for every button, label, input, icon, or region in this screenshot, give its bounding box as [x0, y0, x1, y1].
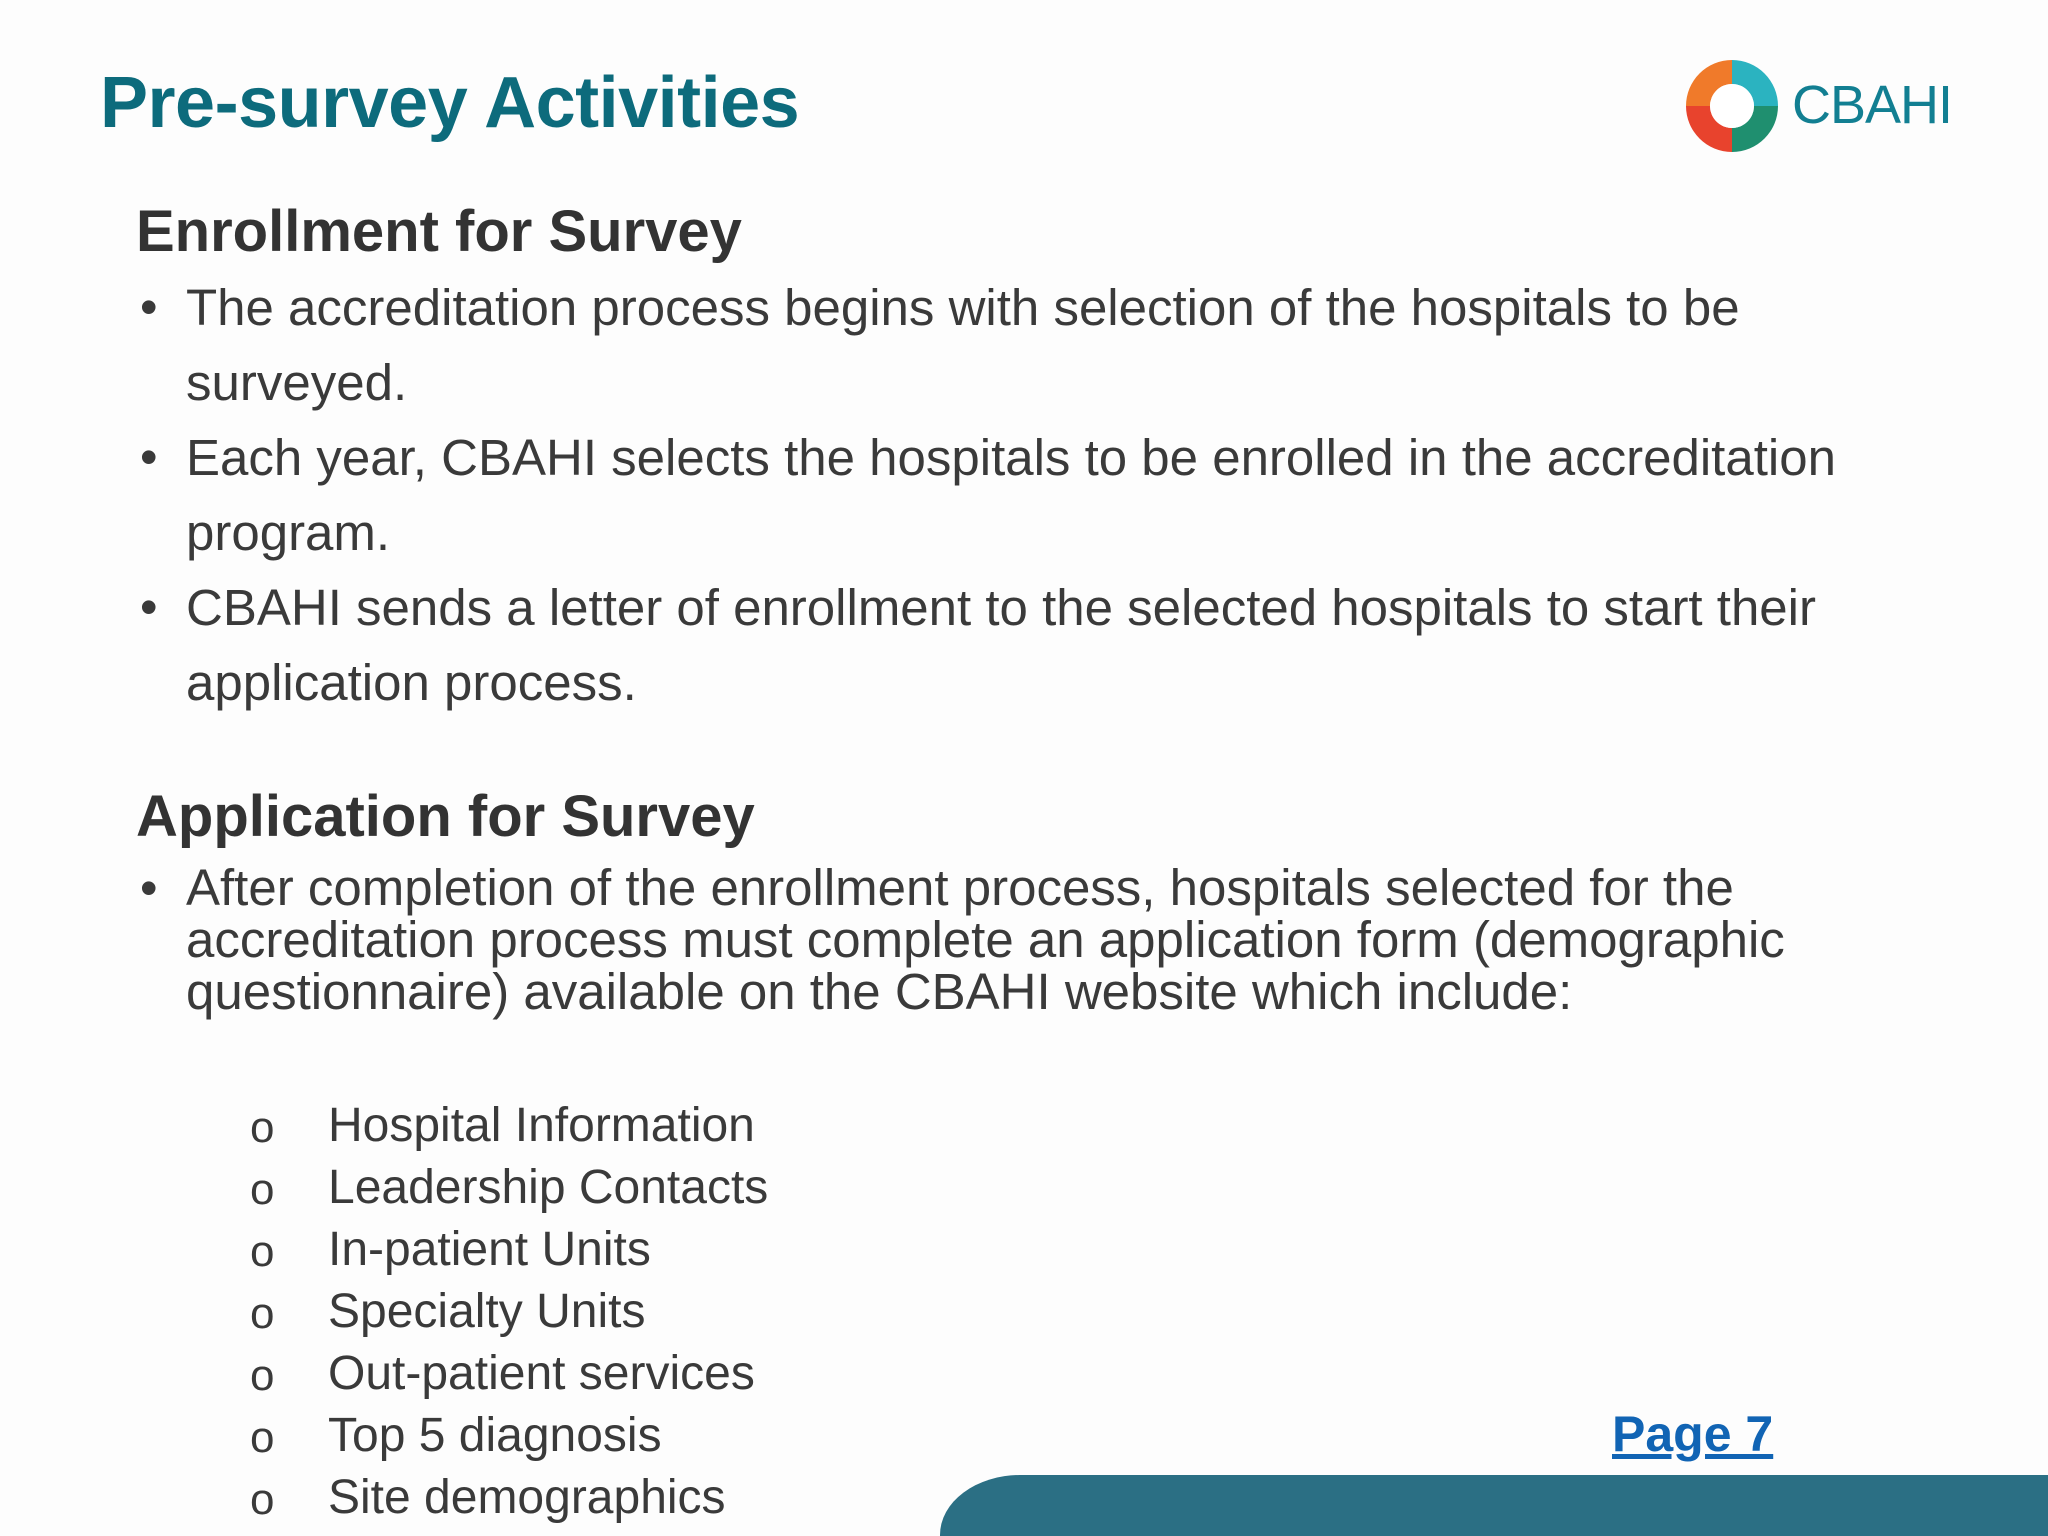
hollow-circle-icon: o — [250, 1103, 275, 1152]
sub-list-item: o Site demographics — [250, 1467, 768, 1529]
hollow-circle-icon: o — [250, 1165, 275, 1214]
sub-list-item: o Specialty Units — [250, 1281, 768, 1343]
hollow-circle-icon: o — [250, 1289, 275, 1338]
sub-list-item: o Top 5 diagnosis — [250, 1405, 768, 1467]
bullet-dot-icon: • — [140, 860, 158, 916]
logo-wordmark: CBAHI — [1792, 75, 1953, 135]
application-bullets — [136, 859, 1956, 1020]
list-item: • Each year, CBAHI selects the hospitals to be enrolled in the accreditation program. — [136, 420, 1956, 570]
hollow-circle-icon: o — [250, 1475, 275, 1524]
enrollment-heading: Enrollment for Survey — [136, 199, 742, 264]
hollow-circle-icon: o — [250, 1351, 275, 1400]
application-heading: Application for Survey — [136, 784, 755, 849]
page-link[interactable]: Page 7 — [1612, 1406, 1774, 1462]
application-form-items — [250, 1095, 768, 1529]
slide-title: Pre-survey Activities — [100, 63, 800, 143]
sub-list-item: o Hospital Information — [250, 1095, 768, 1157]
hollow-circle-icon: o — [250, 1227, 275, 1276]
enrollment-bullets — [136, 270, 1956, 720]
footer-band — [940, 1475, 2048, 1536]
list-item: • The accreditation process begins with selection of the hospitals to be surveyed. — [136, 270, 1956, 420]
bullet-dot-icon: • — [140, 579, 158, 635]
cbahi-logo-icon — [1682, 56, 1782, 156]
bullet-dot-icon: • — [140, 429, 158, 485]
bullet-dot-icon: • — [140, 279, 158, 335]
sub-list-item: o Leadership Contacts — [250, 1157, 768, 1219]
hollow-circle-icon: o — [250, 1413, 275, 1462]
sub-list-item: o In-patient Units — [250, 1219, 768, 1281]
cbahi-logo — [1682, 56, 1952, 156]
list-item: • CBAHI sends a letter of enrollment to the selected hospitals to start their application process. — [136, 570, 1956, 720]
sub-list-item: o Out-patient services — [250, 1343, 768, 1405]
list-item: • After completion of the enrollment process, hospitals selected for the accreditation process must complete an application form (demographic questionnaire) available on the CBAHI website which include: — [140, 859, 1785, 1020]
